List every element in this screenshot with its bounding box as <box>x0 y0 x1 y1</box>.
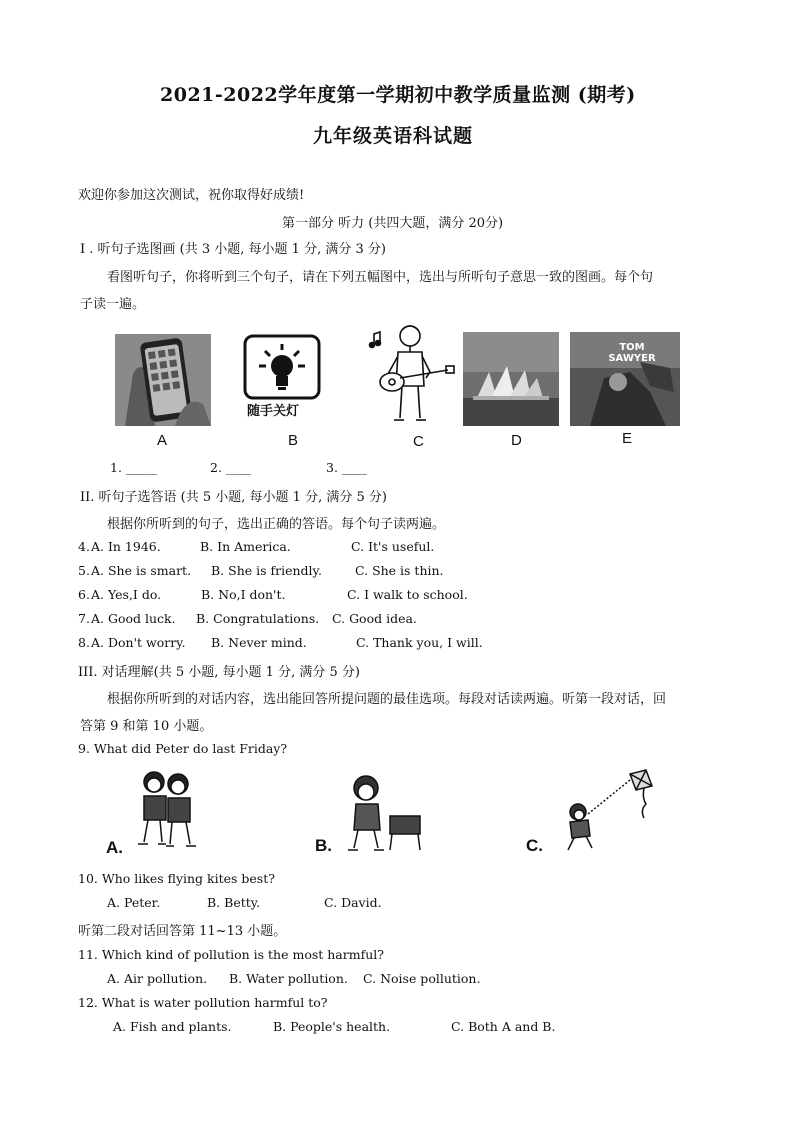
picture-b-lightbulb-sign <box>243 334 321 422</box>
section3-instruction-cont: 答第 9 和第 10 小题。 <box>80 719 213 734</box>
q12-option-c[interactable]: C. Both A and B. <box>451 1019 556 1034</box>
exam-title: 2021-2022学年度第一学期初中教学质量监测 (期考) <box>160 84 636 106</box>
question-12: 12. What is water pollution harmful to? <box>78 995 328 1010</box>
option-c[interactable]: C. Thank you, I will. <box>356 635 483 650</box>
question-9: 9. What did Peter do last Friday? <box>78 741 288 756</box>
option-a[interactable]: A. Yes,I do. <box>91 587 162 602</box>
section1-instruction-cont: 子读一遍。 <box>80 297 146 312</box>
option-c[interactable]: C. I walk to school. <box>347 587 468 602</box>
q9-label-c: C. <box>526 836 543 855</box>
option-a[interactable]: A. Good luck. <box>91 611 176 626</box>
q10-option-c[interactable]: C. David. <box>324 895 382 910</box>
question-11: 11. Which kind of pollution is the most harmful? <box>78 947 384 962</box>
q9-label-b: B. <box>315 836 332 855</box>
q12-option-a[interactable]: A. Fish and plants. <box>113 1019 232 1034</box>
section2-instruction: 根据你所听到的句子，选出正确的答语。每个句子读两遍。 <box>107 517 446 532</box>
option-c[interactable]: C. Good idea. <box>332 611 417 626</box>
section1-heading: I . 听句子选图画 (共 3 小题, 每小题 1 分, 满分 3 分) <box>80 242 386 257</box>
part1-title: 第一部分 听力 (共四大题，满分 20分) <box>282 216 504 231</box>
section3-heading: III. 对话理解(共 5 小题, 每小题 1 分, 满分 5 分) <box>78 665 360 680</box>
picture-b-label: B <box>288 432 299 449</box>
picture-e-label: E <box>622 430 633 447</box>
answer-blank-1[interactable]: 1. _____ <box>110 460 158 475</box>
picture-c-label: C <box>413 433 424 450</box>
option-a[interactable]: A. She is smart. <box>91 563 192 578</box>
q11-option-c[interactable]: C. Noise pollution. <box>363 971 481 986</box>
option-b[interactable]: B. Never mind. <box>211 635 307 650</box>
dialog2-instruction: 听第二段对话回答第 11~13 小题。 <box>78 924 287 939</box>
picture-d-opera-house <box>463 332 559 426</box>
question-number: 5. <box>78 563 90 578</box>
q9-picture-a-two-kids <box>132 768 202 850</box>
option-b[interactable]: B. Congratulations. <box>196 611 320 626</box>
q11-option-a[interactable]: A. Air pollution. <box>107 971 208 986</box>
q9-picture-c-kid-flying-kite <box>560 768 670 854</box>
question-number: 6. <box>78 587 90 602</box>
picture-e-book-cover <box>570 332 680 426</box>
picture-a-label: A <box>157 432 168 449</box>
option-c[interactable]: C. She is thin. <box>355 563 444 578</box>
option-a[interactable]: A. Don't worry. <box>91 635 186 650</box>
section1-instruction: 看图听句子，你将听到三个句子，请在下列五幅图中，选出与所听句子意思一致的图画。每个句 <box>107 270 654 285</box>
option-b[interactable]: B. In America. <box>200 539 291 554</box>
picture-d-label: D <box>511 432 522 449</box>
option-a[interactable]: A. In 1946. <box>91 539 161 554</box>
q12-option-b[interactable]: B. People's health. <box>273 1019 391 1034</box>
picture-b-caption: 随手关灯 <box>247 404 300 419</box>
exam-subtitle: 九年级英语科试题 <box>313 125 474 147</box>
option-c[interactable]: C. It's useful. <box>351 539 435 554</box>
section3-instruction: 根据你所听到的对话内容，选出能回答所提问题的最佳选项。每段对话读两遍。听第一段对话，回 <box>107 692 667 707</box>
picture-c-guitar-player <box>368 322 460 426</box>
picture-a-phone <box>115 334 211 426</box>
picture-e-caption: TOM SAWYER <box>608 342 656 364</box>
q10-option-a[interactable]: A. Peter. <box>107 895 161 910</box>
answer-blank-3[interactable]: 3. ____ <box>326 460 367 475</box>
q9-label-a: A. <box>106 838 123 857</box>
option-b[interactable]: B. She is friendly. <box>211 563 322 578</box>
answer-blank-2[interactable]: 2. ____ <box>210 460 251 475</box>
section2-heading: II. 听句子选答语 (共 5 小题, 每小题 1 分, 满分 5 分) <box>80 490 387 505</box>
option-b[interactable]: B. No,I don't. <box>201 587 286 602</box>
question-number: 4. <box>78 539 90 554</box>
q11-option-b[interactable]: B. Water pollution. <box>229 971 348 986</box>
welcome-text: 欢迎你参加这次测试，祝你取得好成绩! <box>78 188 305 203</box>
question-number: 7. <box>78 611 90 626</box>
question-number: 8. <box>78 635 90 650</box>
q9-picture-b-kid-with-box <box>340 772 428 854</box>
question-10: 10. Who likes flying kites best? <box>78 871 275 886</box>
q10-option-b[interactable]: B. Betty. <box>207 895 261 910</box>
